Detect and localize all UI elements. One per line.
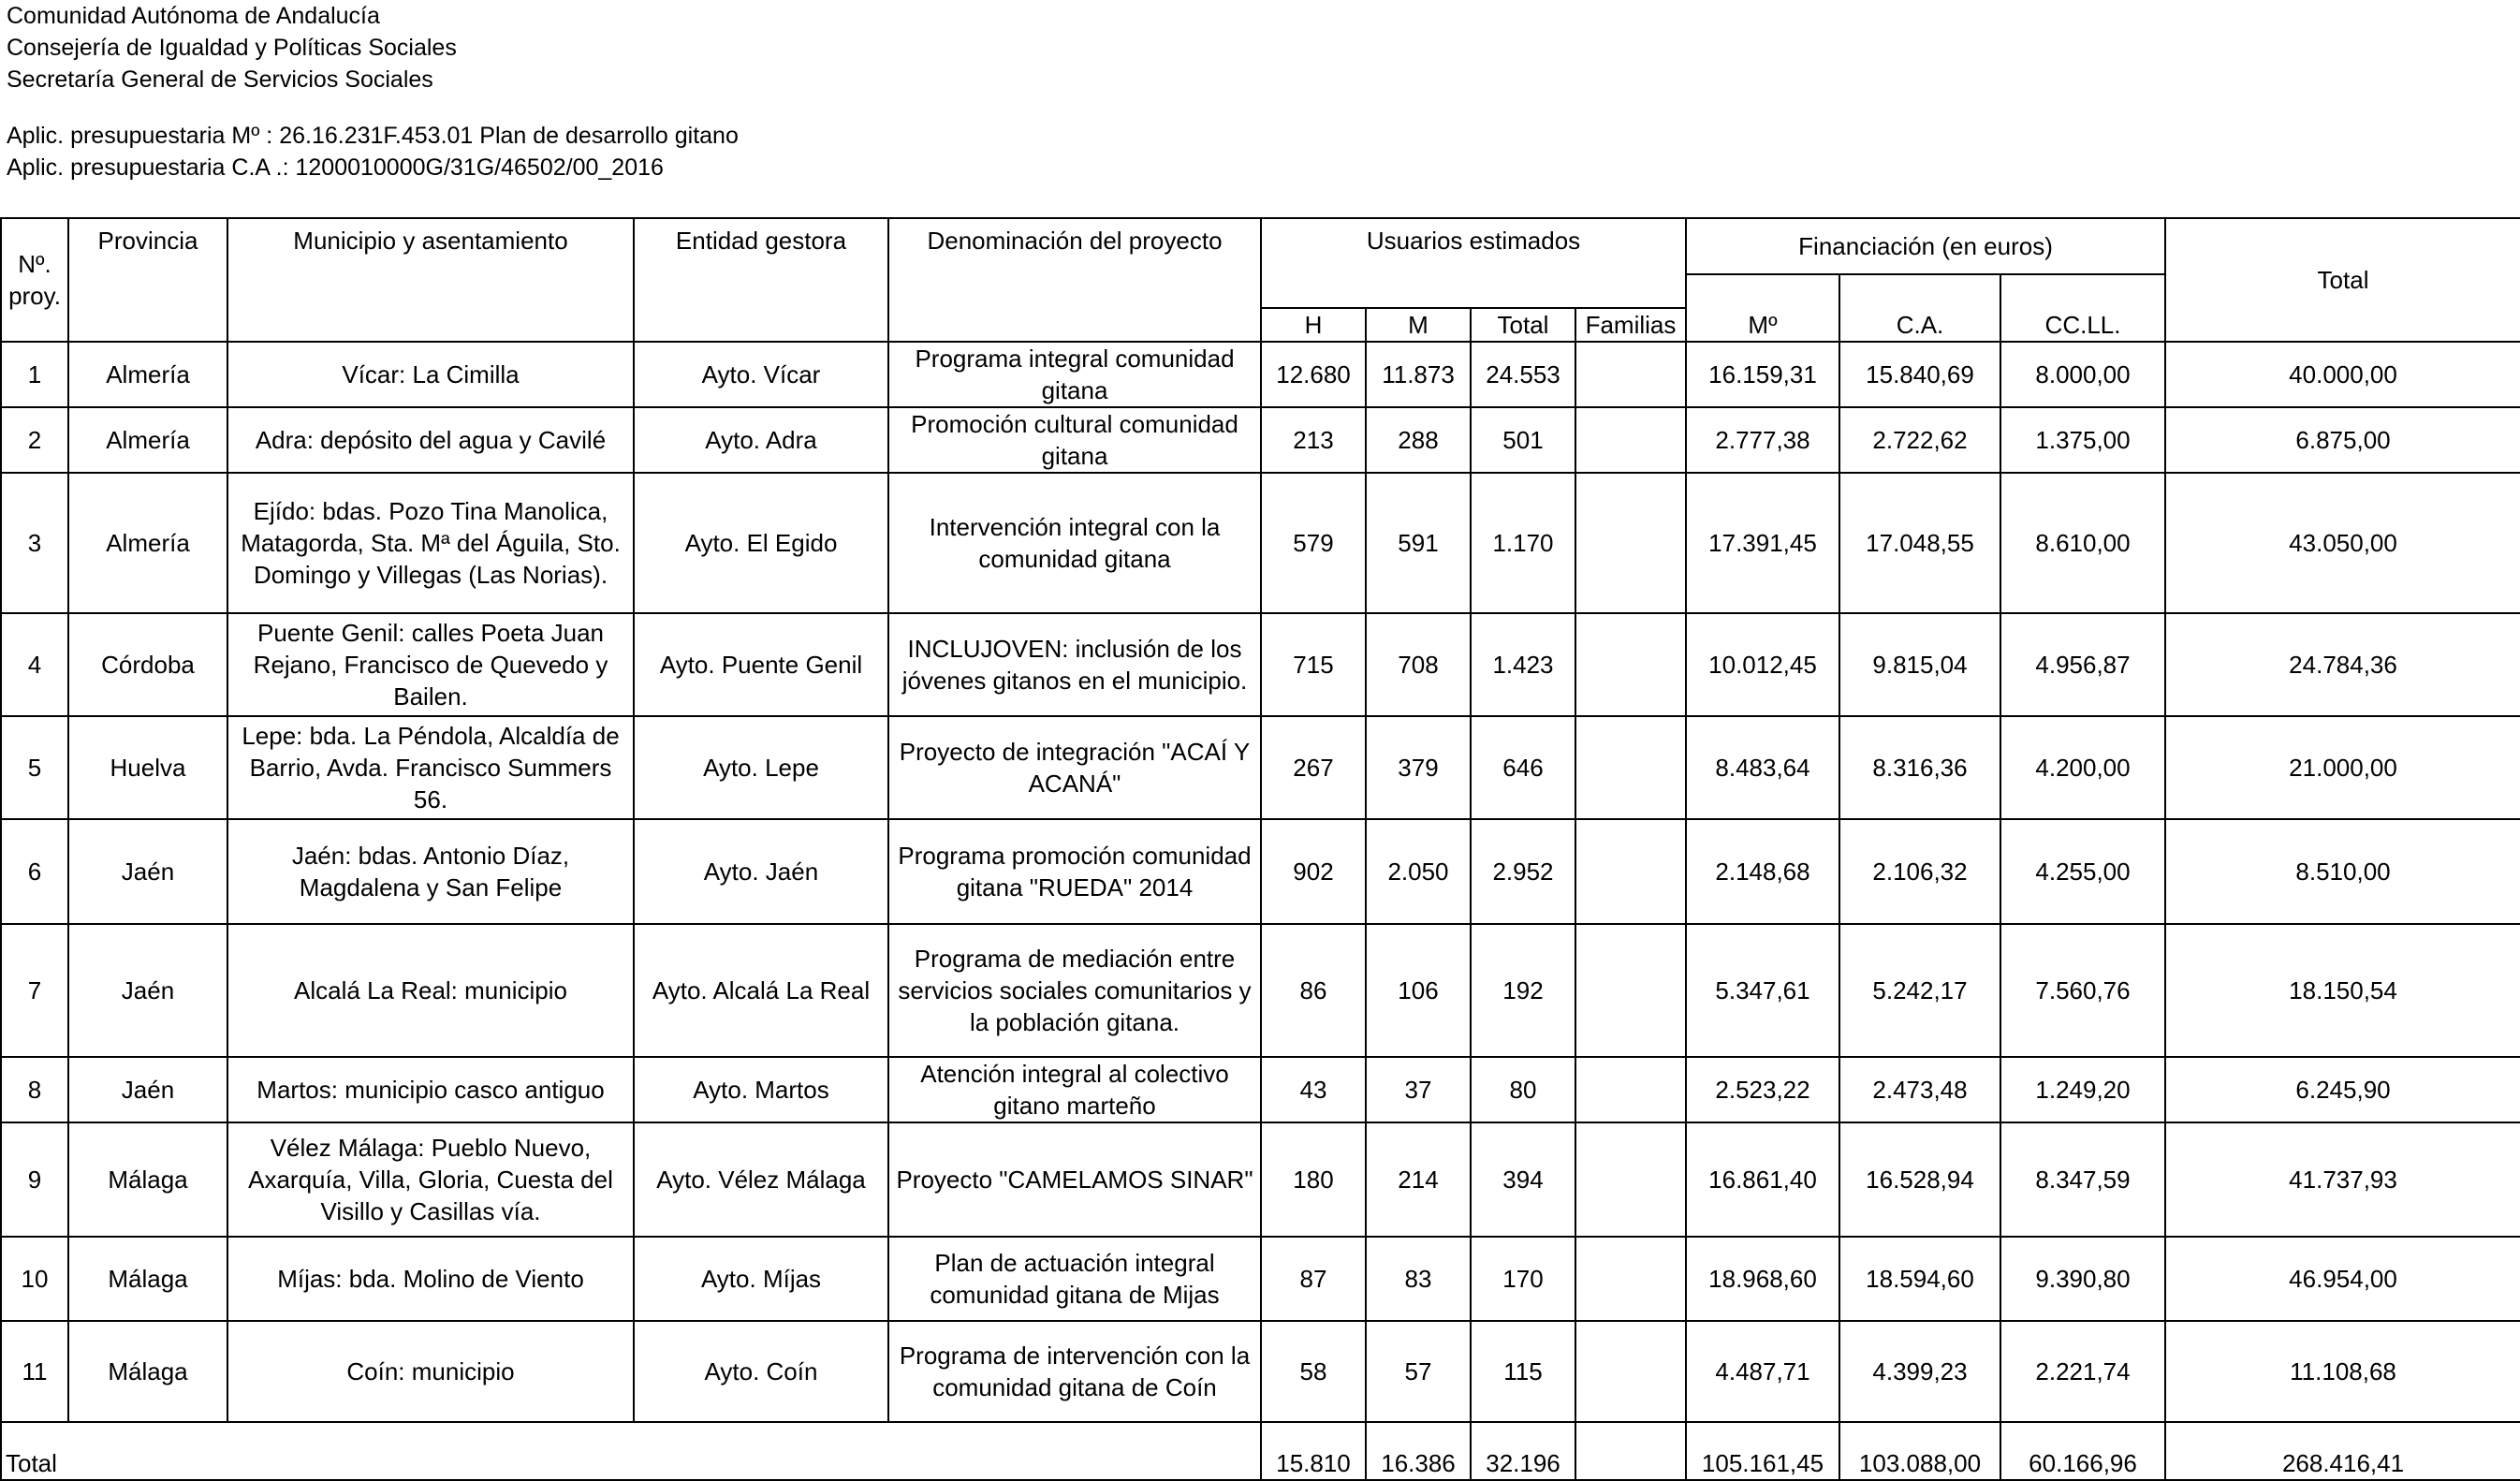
col-header-ccll: CC.LL. [2000,274,2165,342]
totals-row [1,1422,2520,1480]
table-row: 7 Jaén Alcalá La Real: municipio Ayto. Alcalá La Real Programa de mediación entre servicios sociales comunitarios y la población gitana. 86 106 192 5.347,61 5.242,17 7.560,76 18.150,54 [1,924,2520,1057]
table-row: 3 Almería Ejído: bdas. Pozo Tina Manolica, Matagorda, Sta. Mª del Águila, Sto. Domingo y Villegas (Las Norias). Ayto. El Egido Intervención integral con la comunidad gitana 579 591 1.170 17.391,45 17.048,55 8.610,00 43.050,00 [1,473,2520,613]
header-organization: Comunidad Autónoma de Andalucía [7,3,380,29]
document-header [7,0,739,183]
table-row: 9 Málaga Vélez Málaga: Pueblo Nuevo, Axarquía, Villa, Gloria, Cuesta del Visillo y Casillas vía. Ayto. Vélez Málaga Proyecto "CAMELAMOS SINAR" 180 214 394 16.861,40 16.528,94 8.347,59 41.737,93 [1,1122,2520,1237]
col-header-usuarios: Usuarios estimados [1261,218,1686,308]
projects-table [0,217,2520,1481]
table-row: 5 Huelva Lepe: bda. La Péndola, Alcaldía de Barrio, Avda. Francisco Summers 56. Ayto. Lepe Proyecto de integración "ACAÍ Y ACANÁ" 267 379 646 8.483,64 8.316,36 4.200,00 21.000,00 [1,716,2520,819]
header-budget-line-ca: Aplic. presupuestaria C.A .: 1200010000G/31G/46502/00_2016 [7,154,664,181]
totals-ccll: 60.166,96 [2000,1422,2165,1480]
header-secretariat: Secretaría General de Servicios Sociales [7,66,433,93]
col-header-total: Total [2165,218,2520,342]
header-department: Consejería de Igualdad y Políticas Sociales [7,35,457,61]
col-header-denominacion: Denominación del proyecto [888,218,1261,342]
totals-label: Total [1,1422,1261,1480]
col-header-num: Nº. proy. [1,218,68,342]
col-header-entidad: Entidad gestora [634,218,888,342]
col-header-provincia: Provincia [68,218,227,342]
totals-m: 16.386 [1366,1422,1471,1480]
table-row: 4 Córdoba Puente Genil: calles Poeta Juan Rejano, Francisco de Quevedo y Bailen. Ayto. Puente Genil INCLUJOVEN: inclusión de los jóvenes gitanos en el municipio. 715 708 1.423 10.012,45 9.815,04 4.956,87 24.784,36 [1,613,2520,716]
table-row: 11 Málaga Coín: municipio Ayto. Coín Programa de intervención con la comunidad gitana de Coín 58 57 115 4.487,71 4.399,23 2.221,74 11.108,68 [1,1321,2520,1422]
header-budget-line-ministry: Aplic. presupuestaria Mº : 26.16.231F.453.01 Plan de desarrollo gitano [7,123,739,149]
table-row: 6 Jaén Jaén: bdas. Antonio Díaz, Magdalena y San Felipe Ayto. Jaén Programa promoción comunidad gitana "RUEDA" 2014 902 2.050 2.952 2.148,68 2.106,32 4.255,00 8.510,00 [1,819,2520,924]
totals-ca: 103.088,00 [1839,1422,2000,1480]
totals-usuarios: 32.196 [1471,1422,1575,1480]
table-row: 1 Almería Vícar: La Cimilla Ayto. Vícar Programa integral comunidad gitana 12.680 11.873 24.553 16.159,31 15.840,69 8.000,00 40.000,00 [1,342,2520,407]
totals-total: 268.416,41 [2165,1422,2520,1480]
col-header-municipio: Municipio y asentamiento [227,218,634,342]
totals-mo: 105.161,45 [1686,1422,1839,1480]
col-header-financiacion: Financiación (en euros) [1686,218,2165,274]
table-row: 10 Málaga Míjas: bda. Molino de Viento Ayto. Míjas Plan de actuación integral comunidad gitana de Mijas 87 83 170 18.968,60 18.594,60 9.390,80 46.954,00 [1,1237,2520,1321]
col-header-h: H [1261,308,1366,342]
col-header-ca: C.A. [1839,274,2000,342]
col-header-familias: Familias [1575,308,1686,342]
totals-h: 15.810 [1261,1422,1366,1480]
col-header-total-usuarios: Total [1471,308,1575,342]
col-header-m: M [1366,308,1471,342]
col-header-mo: Mº [1686,274,1839,342]
totals-familias [1575,1422,1686,1480]
table-row: 8 Jaén Martos: municipio casco antiguo Ayto. Martos Atención integral al colectivo gitano marteño 43 37 80 2.523,22 2.473,48 1.249,20 6.245,90 [1,1057,2520,1122]
table-row: 2 Almería Adra: depósito del agua y Cavilé Ayto. Adra Promoción cultural comunidad gitana 213 288 501 2.777,38 2.722,62 1.375,00 6.875,00 [1,407,2520,473]
